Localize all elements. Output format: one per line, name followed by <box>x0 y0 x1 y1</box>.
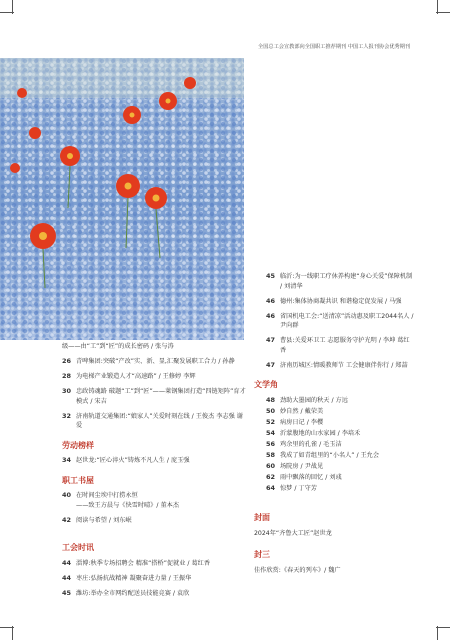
page-number: 45 <box>62 588 72 597</box>
toc-entry <box>266 451 414 461</box>
crop-mark <box>436 12 450 13</box>
toc-entry <box>266 418 414 428</box>
entry-title: 忠政铸魂路 破题“工”到“匠”——莱钢集团打造“四链矩阵”育才模式 / 宋吉 <box>76 388 246 405</box>
section-title-union-news: 工会时讯 <box>62 543 94 552</box>
entry-title: 雨中飘落的回忆 / 刘彧 <box>280 473 342 481</box>
entry-title: 沂蒙腹地的山水家园 / 李培禾 <box>280 429 361 437</box>
page-number: 47 <box>266 336 276 344</box>
toc-entry <box>62 589 248 599</box>
crop-mark <box>437 0 438 14</box>
toc-entry <box>62 456 248 466</box>
page-number: 32 <box>62 411 72 420</box>
page-number: 46 <box>266 296 276 305</box>
page-number: 52 <box>266 417 276 426</box>
entry-subtitle: ——致王方晨与《快雪时晴》/ 董本杰 <box>76 501 180 509</box>
toc-entry <box>62 372 248 382</box>
entry-title: 鸡余里的孔雀 / 毛玉洁 <box>280 440 342 448</box>
page-number: 56 <box>266 439 276 448</box>
entry-title: 在时间尘埃中打捞永恒 <box>76 492 138 499</box>
entry-title: 为电梯产业锻造人才“高速路” / 王修婷 李辉 <box>76 373 196 380</box>
page-number: 44 <box>62 573 72 582</box>
entry-title: 济南历城区:情暖教师节 工会健康伴你行 / 郑喆 <box>280 361 408 369</box>
toc-entry <box>266 272 414 291</box>
page-number: 40 <box>62 491 72 499</box>
section-title-workers-library: 职工书屋 <box>62 475 94 485</box>
toc-entry <box>62 574 248 584</box>
page-number: 45 <box>266 272 276 280</box>
page-number: 47 <box>266 360 276 369</box>
toc-entry <box>266 462 414 472</box>
toc-entry <box>254 566 414 576</box>
entry-title: 阅读与希望 / 刘东岷 <box>76 516 132 524</box>
toc-entry <box>266 396 414 406</box>
entry-title: 赵世龙:“匠心淬火”铸炼不凡人生 / 庞玉强 <box>76 457 190 464</box>
crop-mark <box>437 626 438 640</box>
toc-entry <box>266 484 414 494</box>
page-number: 62 <box>266 472 276 481</box>
section-title-literature: 文学角 <box>254 380 278 389</box>
flower-field-image <box>0 58 244 340</box>
toc-entry <box>266 297 414 307</box>
page-number: 48 <box>266 395 276 404</box>
entry-title: 省国机电工会:“送清凉”活动惠及职工2044名人 / 尹向群 <box>280 312 414 329</box>
toc-entry <box>62 357 248 367</box>
entry-title: 2024年“齐鲁大工匠”赵世龙 <box>254 529 332 537</box>
entry-title: 德州:集体协商凝共识 和谐稳定促发展 / 马强 <box>280 297 402 305</box>
page-number: 44 <box>62 558 72 567</box>
page-number: 46 <box>266 311 276 320</box>
journal-header: 全国总工会宣教部向全国职工推荐期刊 中国工人报刊协会优秀期刊 <box>258 44 411 50</box>
toc-right-column <box>254 272 414 581</box>
entry-title: 淄博:秋季专场招聘会 精准“搭桥”促就业 / 葛红香 <box>76 559 211 567</box>
section-title-labor-model: 劳动榜样 <box>62 440 94 450</box>
toc-entry <box>62 342 248 352</box>
toc-left-column <box>62 342 248 604</box>
entry-title: 曹县:关爱环卫工 志愿服务守护光明 / 李坤 葛红香 <box>280 337 410 354</box>
page-number: 30 <box>62 387 72 395</box>
section-title-cover: 封面 <box>254 513 270 522</box>
toc-entry <box>62 516 248 526</box>
page-number: 42 <box>62 515 72 524</box>
page-number: 58 <box>266 450 276 459</box>
toc-entry <box>266 312 414 331</box>
entry-title: 临沂:为一线职工疗休养构建“身心关爱”保障机制 / 刘清华 <box>280 273 413 290</box>
toc-entry <box>254 529 414 539</box>
page-number: 50 <box>266 406 276 415</box>
toc-entry <box>266 336 414 355</box>
entry-title: 场院房 / 尹战见 <box>280 462 324 470</box>
entry-title: 青啤集团:突破“产改”实、新、显,汇聚发展职工合力 / 孙静 <box>76 358 235 365</box>
section-title-inside-back-cover: 封三 <box>254 550 270 559</box>
entry-title: 我成了如青组里的“小名人” / 王允会 <box>280 451 380 459</box>
entry-title: 妙自然 / 戴荣美 <box>280 407 324 415</box>
toc-entry <box>266 407 414 417</box>
toc-entry <box>266 440 414 450</box>
crop-mark <box>436 627 450 628</box>
page-number: 34 <box>62 456 72 464</box>
toc-entry <box>266 429 414 439</box>
page-number: 64 <box>266 483 276 492</box>
entry-title: 劲助大墨园的秋天 / 方远 <box>280 396 348 404</box>
page-number: 28 <box>62 372 72 380</box>
crop-mark <box>12 626 13 640</box>
cover-photo <box>0 58 244 340</box>
entry-title: 惊梦 / 丁守芳 <box>280 484 317 492</box>
page-number: 54 <box>266 428 276 437</box>
entry-title: 潍坊:举办全市网约配送员技能竞赛 / 袁欣 <box>76 589 190 597</box>
toc-entry <box>62 412 248 431</box>
toc-entry <box>266 361 414 371</box>
entry-title: 佳作欣赏:《春天的列车》/ 魏广 <box>254 566 341 574</box>
toc-entry <box>266 473 414 483</box>
toc-entry <box>62 387 248 406</box>
entry-title: 病房日记 / 李樱 <box>280 418 324 426</box>
entry-title: 级——由“工”到“匠”的成长密码 / 张与涛 <box>62 343 174 350</box>
crop-mark <box>12 0 13 14</box>
entry-title: 枣庄:弘扬抗战精神 凝聚奋进力量 / 王振华 <box>76 574 192 582</box>
entry-title: 济南轨道交通集团:“娘家人”关爱时刻在线 / 王俊杰 李志强 谢爱 <box>76 412 243 429</box>
page-number: 26 <box>62 357 72 365</box>
page-number: 60 <box>266 461 276 470</box>
toc-entry <box>62 559 248 569</box>
toc-entry <box>62 491 248 510</box>
